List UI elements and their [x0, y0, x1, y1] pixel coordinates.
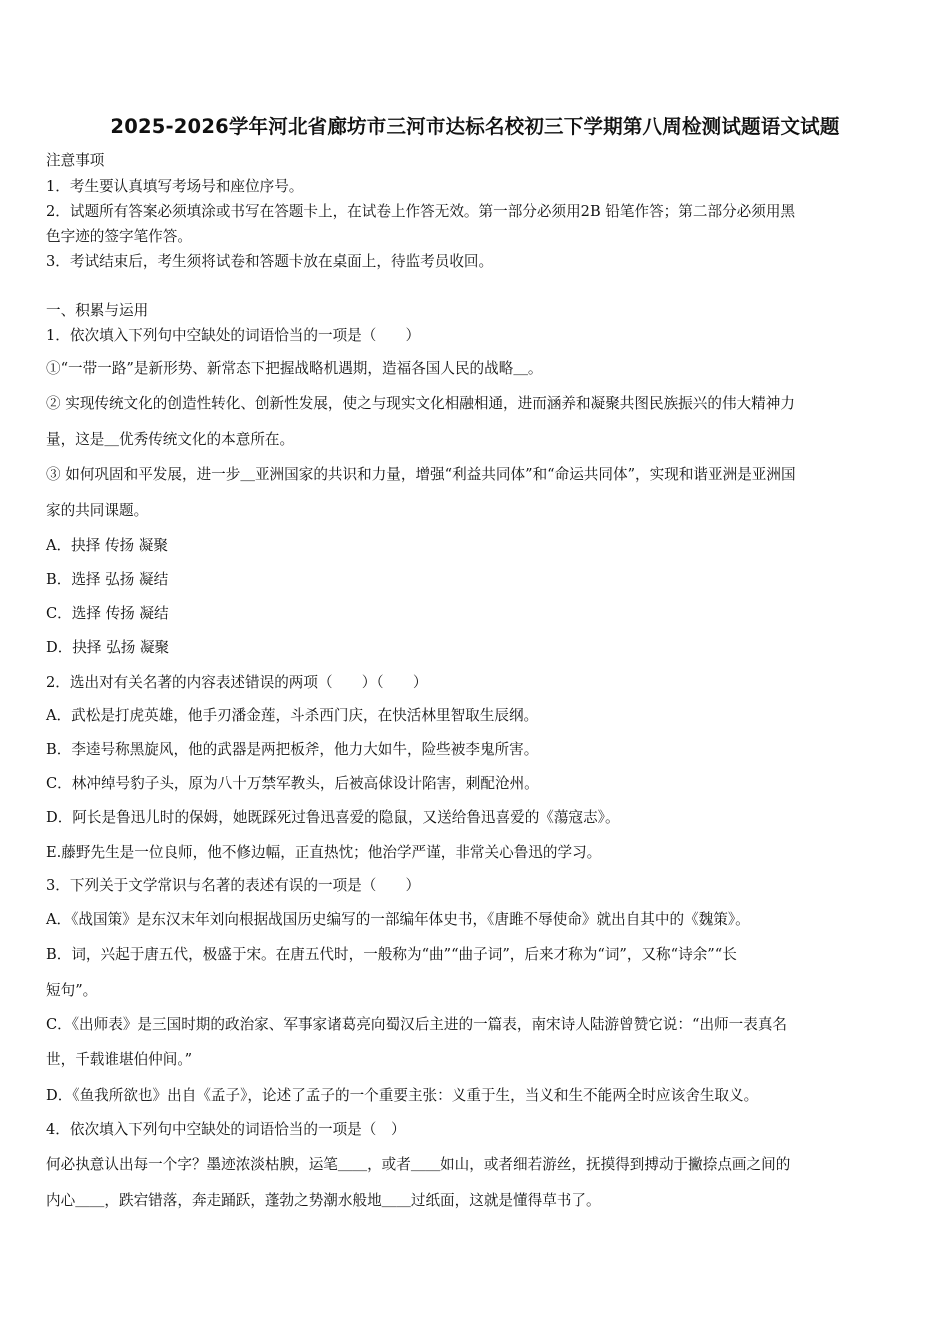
question-1-option-b: B．选择 弘扬 凝结	[46, 571, 169, 588]
question-2-option-c: C．林冲绰号豹子头，原为八十万禁军教头，后被高俅设计陷害，刺配沧州。	[46, 775, 539, 792]
question-1-line: 量，这是＿优秀传统文化的本意所在。	[46, 431, 295, 448]
question-1-stem: 1．依次填入下列句中空缺处的词语恰当的一项是（ ）	[46, 327, 421, 344]
question-4-line: 何必执意认出每一个字？墨迹浓淡枯腴，运笔＿＿，或者＿＿如山，或者细若游丝，抚摸得到搏动于撇捺点画之间的	[46, 1156, 791, 1173]
question-3-option-c-cont: 世，千载谁堪伯仲间。”	[46, 1051, 193, 1068]
question-3-option-c: C．《出师表》是三国时期的政治家、军事家诸葛亮向蜀汉后主进的一篇表，南宋诗人陆游曾赞它说：“出师一表真名	[46, 1016, 788, 1033]
question-2-option-a: A．武松是打虎英雄，他手刃潘金莲，斗杀西门庆，在快活林里智取生辰纲。	[46, 707, 539, 724]
question-2-option-d: D．阿长是鲁迅儿时的保姆，她既踩死过鲁迅喜爱的隐鼠，又送给鲁迅喜爱的《蕩寇志》。	[46, 809, 620, 826]
question-1-line: ①“一带一路”是新形势、新常态下把握战略机遇期，造福各国人民的战略＿。	[46, 360, 543, 377]
question-1-line: 家的共同课题。	[46, 502, 149, 519]
question-4-stem: 4．依次填入下列句中空缺处的词语恰当的一项是（ ）	[46, 1121, 406, 1138]
question-3-option-a: A．《战国策》是东汉末年刘向根据战国历史编写的一部编年体史书，《唐雎不辱使命》就出自其中的《魏策》。	[46, 911, 750, 928]
question-1-line: ③ 如何巩固和平发展，进一步＿亚洲国家的共识和力量，增强“利益共同体”和“命运共同体”，实现和谐亚洲是亚洲国	[46, 466, 796, 483]
question-3-option-b-cont: 短句”。	[46, 982, 98, 999]
exam-title: 2025-2026学年河北省廊坊市三河市达标名校初三下学期第八周检测试题语文试题	[110, 115, 840, 138]
question-1-line: ② 实现传统文化的创造性转化、创新性发展，使之与现实文化相融相通，进而涵养和凝聚共图民族振兴的伟大精神力	[46, 395, 795, 412]
question-2-stem: 2．选出对有关名著的内容表述错误的两项（ ）（ ）	[46, 674, 428, 691]
question-1-option-c: C．选择 传扬 凝结	[46, 605, 169, 622]
section-heading: 一、积累与运用	[46, 302, 149, 319]
question-4-line: 内心＿＿，跌宕错落，奔走踊跃，蓬勃之势潮水般地＿＿过纸面，这就是懂得草书了。	[46, 1192, 601, 1209]
question-2-option-e: E.藤野先生是一位良师，他不修边幅，正直热忱；他治学严谨，非常关心鲁迅的学习。	[46, 844, 602, 861]
question-1-option-a: A．抉择 传扬 凝聚	[46, 537, 168, 554]
notice-item: 2．试题所有答案必须填涂或书写在答题卡上，在试卷上作答无效。第一部分必须用2B 铅笔作答；第二部分必须用黑	[46, 203, 796, 220]
notice-item: 3．考试结束后，考生须将试卷和答题卡放在桌面上，待监考员收回。	[46, 253, 494, 270]
notice-item: 1．考生要认真填写考场号和座位序号。	[46, 178, 304, 195]
question-2-option-b: B．李逵号称黑旋风，他的武器是两把板斧，他力大如牛，险些被李鬼所害。	[46, 741, 539, 758]
notice-item: 色字迹的签字笔作答。	[46, 228, 192, 245]
notice-heading: 注意事项	[46, 152, 105, 169]
question-3-stem: 3．下列关于文学常识与名著的表述有误的一项是（ ）	[46, 877, 421, 894]
question-1-option-d: D．抉择 弘扬 凝聚	[46, 639, 170, 656]
question-3-option-b: B．词，兴起于唐五代，极盛于宋。在唐五代时，一般称为“曲”“曲子词”，后来才称为“词”，又称“诗余”“长	[46, 946, 737, 963]
question-3-option-d: D．《鱼我所欲也》出自《孟子》，论述了孟子的一个重要主张：义重于生，当义和生不能两全时应该舍生取义。	[46, 1087, 759, 1104]
